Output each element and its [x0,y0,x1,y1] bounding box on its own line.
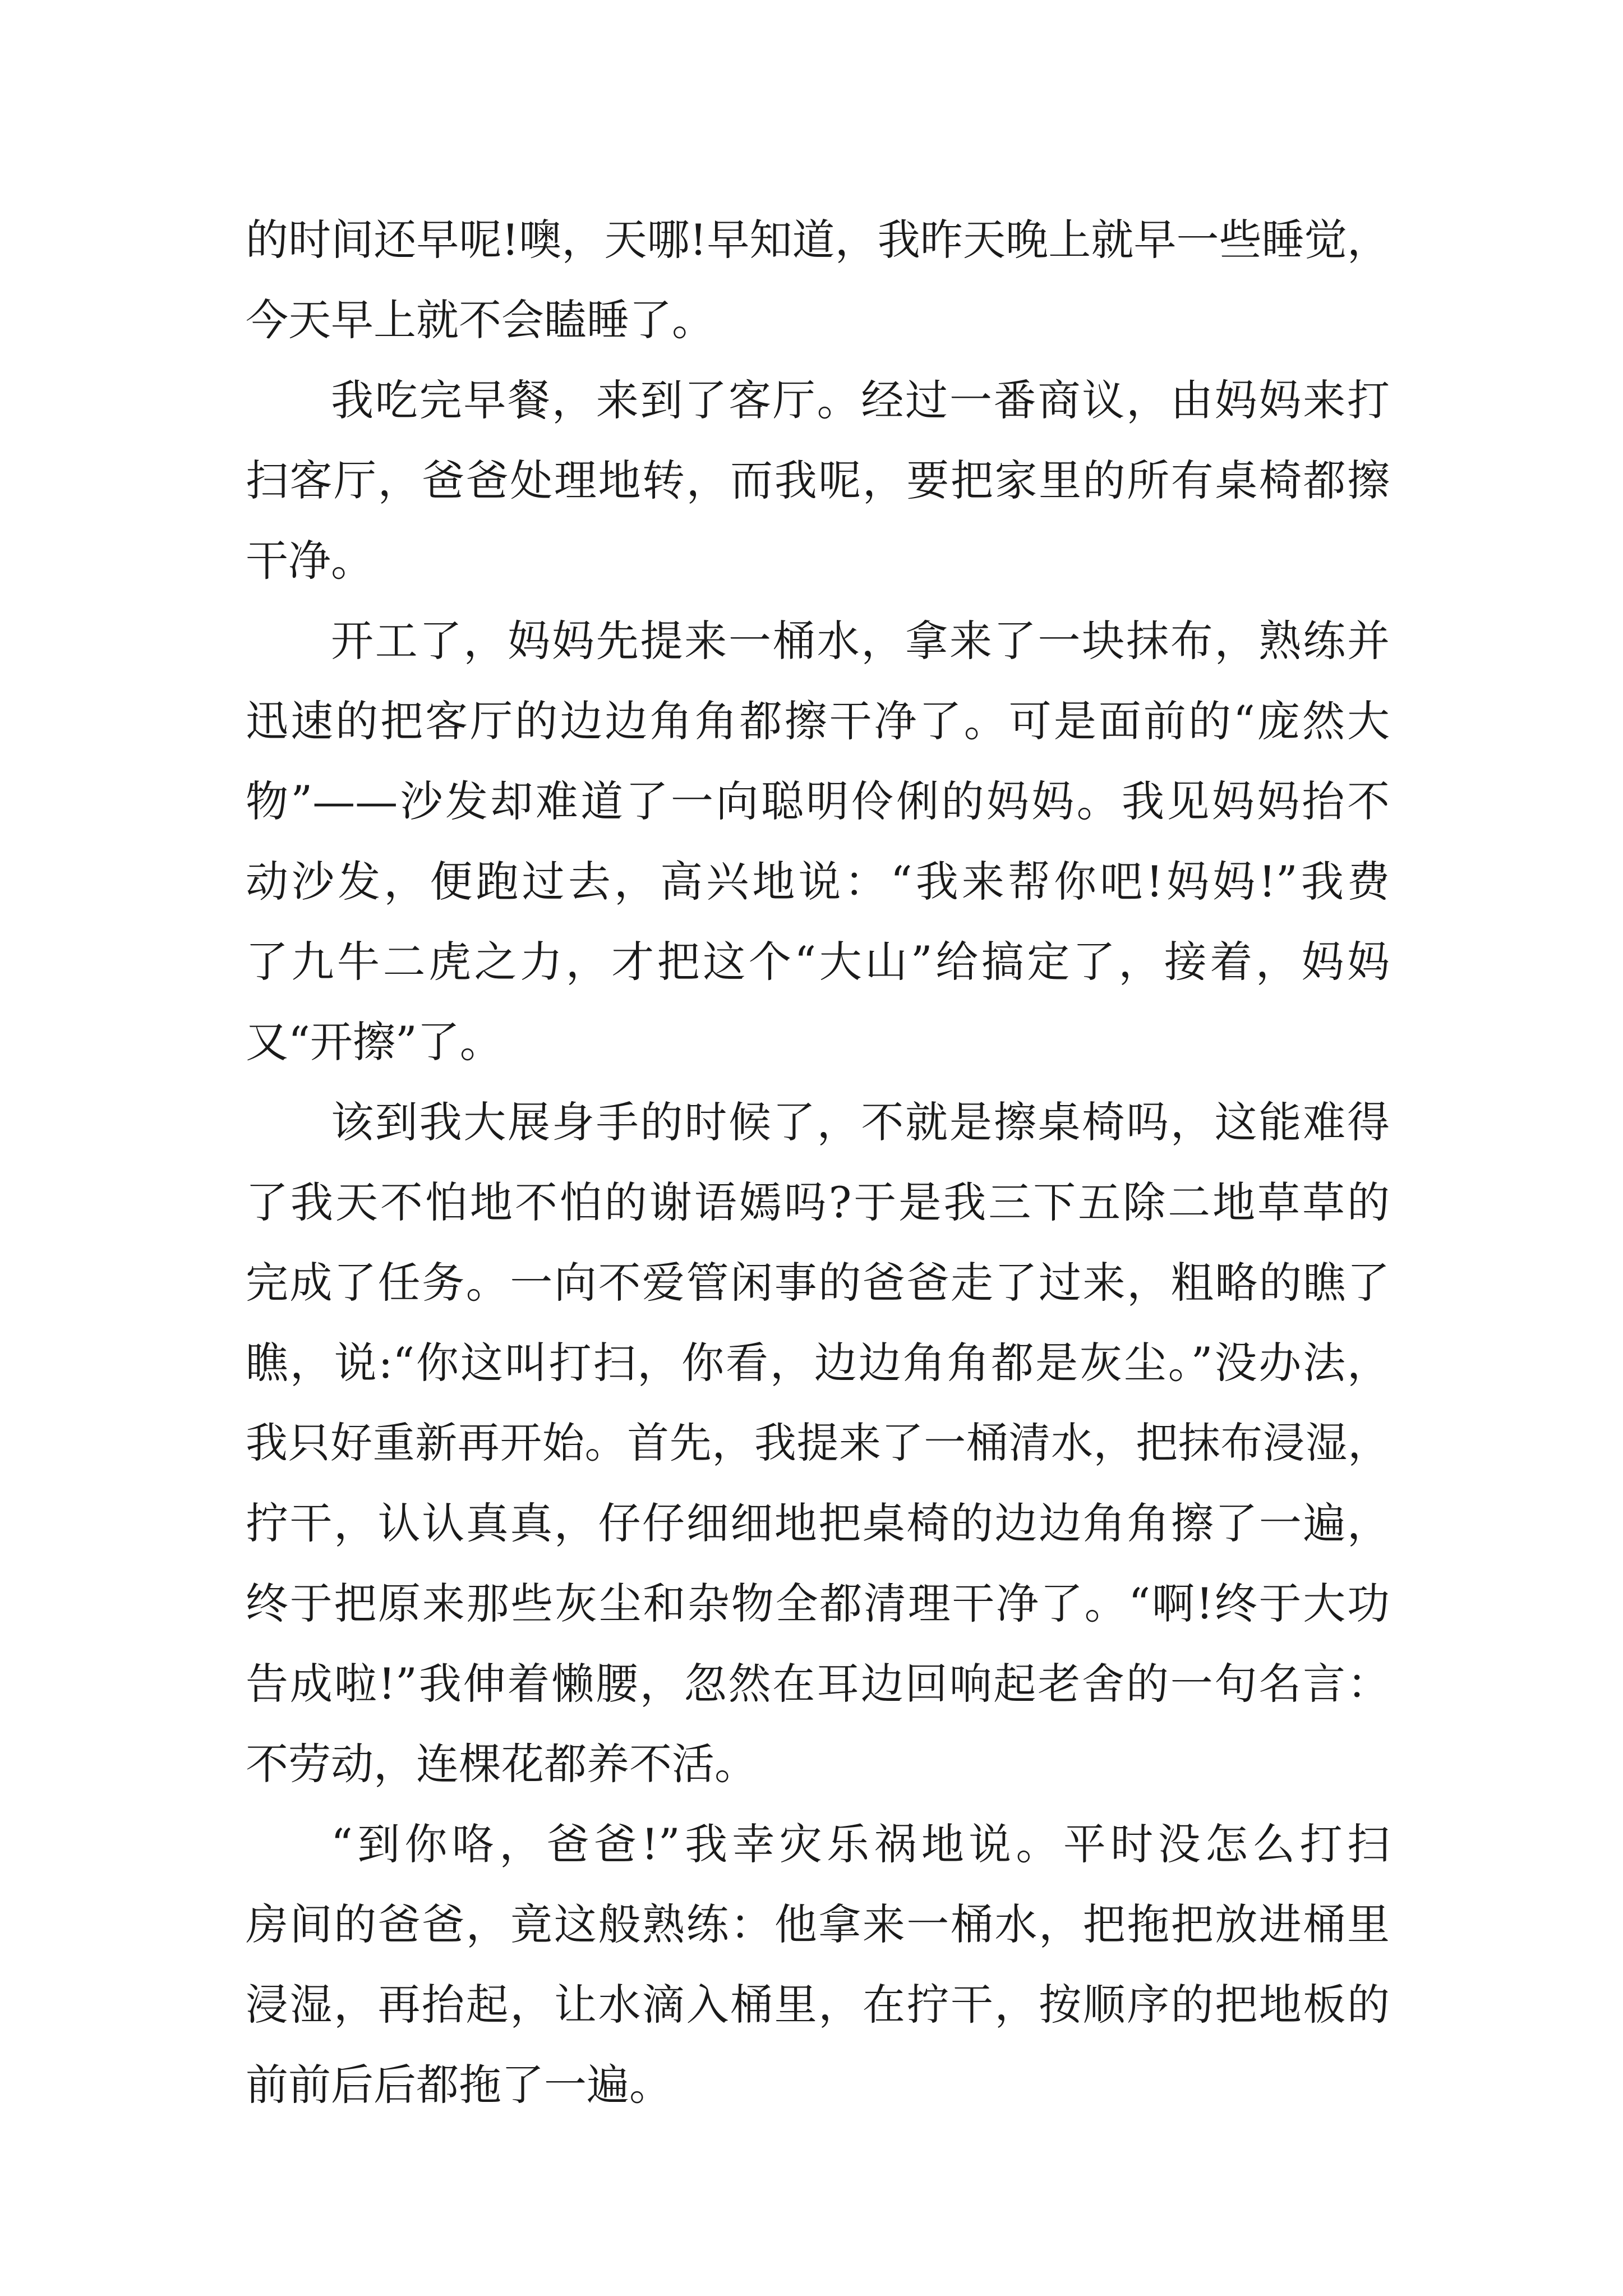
text-line: 了我天不怕地不怕的谢语嫣吗?于是我三下五除二地草草的 [246,1177,1390,1227]
text-line: 告成啦!”我伸着懒腰，忽然在耳边回响起老舍的一句名言： [246,1659,1390,1709]
text-line: “到你咯，爸爸!”我幸灾乐祸地说。平时没怎么打扫 [331,1819,1390,1869]
text-line: 干净。 [246,536,374,586]
text-line: 拧干，认认真真，仔仔细细地把桌椅的边边角角擦了一遍， [246,1498,1390,1548]
text-line: 扫客厅，爸爸处理地转，而我呢，要把家里的所有桌椅都擦 [246,455,1390,505]
text-line: 又“开擦”了。 [246,1017,502,1067]
text-line: 不劳动，连棵花都养不活。 [246,1739,757,1789]
text-line: 该到我大展身手的时候了，不就是擦桌椅吗，这能难得 [331,1097,1390,1147]
text-line: 终于把原来那些灰尘和杂物全都清理干净了。“啊!终于大功 [246,1579,1390,1628]
text-line: 瞧，说:“你这叫打扫，你看，边边角角都是灰尘。”没办法， [246,1338,1390,1388]
text-line: 房间的爸爸，竟这般熟练：他拿来一桶水，把拖把放进桶里 [246,1899,1390,1949]
text-line: 了九牛二虎之力，才把这个“大山”给搞定了，接着，妈妈 [246,937,1390,987]
text-line: 今天早上就不会瞌睡了。 [246,295,714,345]
text-line: 迅速的把客厅的边边角角都擦干净了。可是面前的“庞然大 [246,696,1390,746]
text-line: 物”——沙发却难道了一向聪明伶俐的妈妈。我见妈妈抬不 [246,776,1390,826]
essay-body [246,200,1390,2125]
text-line: 我吃完早餐，来到了客厅。经过一番商议，由妈妈来打 [331,375,1390,425]
text-line: 开工了，妈妈先提来一桶水，拿来了一块抹布，熟练并 [331,616,1390,666]
text-line: 浸湿，再抬起，让水滴入桶里，在拧干，按顺序的把地板的 [246,1980,1390,2030]
text-line: 前前后后都拖了一遍。 [246,2060,672,2110]
text-line: 我只好重新再开始。首先，我提来了一桶清水，把抹布浸湿， [246,1419,1390,1467]
text-line: 的时间还早呢!噢，天哪!早知道，我昨天晚上就早一些睡觉， [246,215,1390,265]
text-line: 完成了任务。一向不爱管闲事的爸爸走了过来，粗略的瞧了 [246,1258,1390,1308]
text-line: 动沙发，便跑过去，高兴地说：“我来帮你吧!妈妈!”我费 [246,857,1390,907]
